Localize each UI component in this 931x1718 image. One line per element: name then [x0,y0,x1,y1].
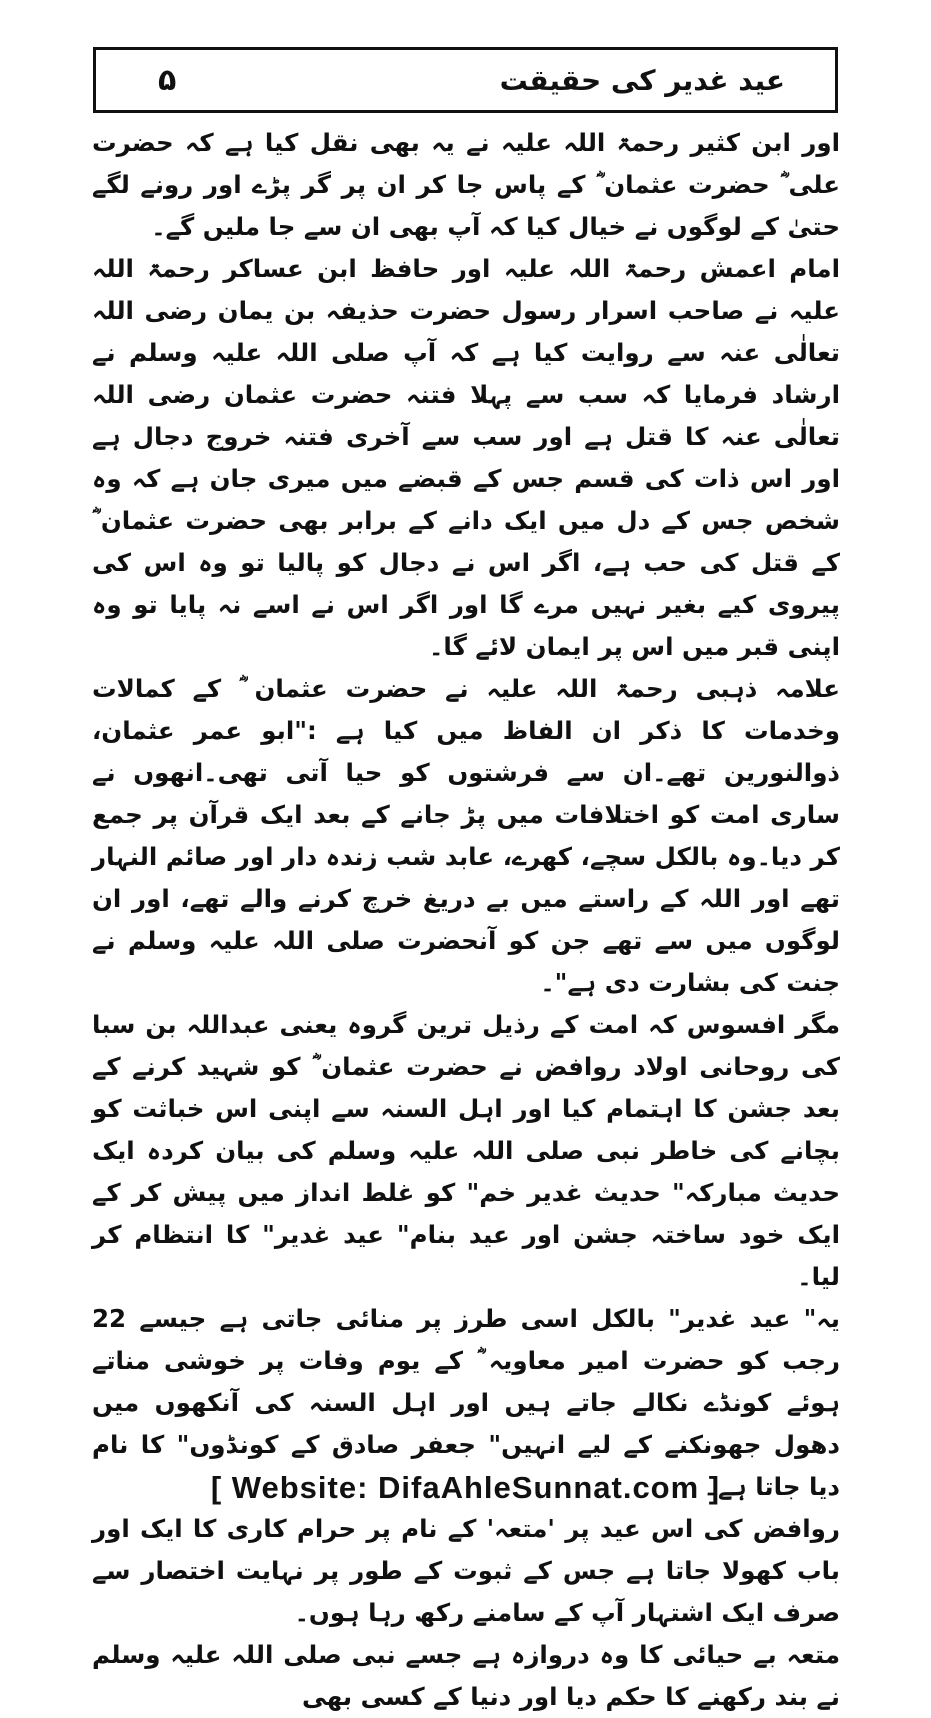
paragraph-6: روافض کی اس عید پر 'متعہ' کے نام پر حرام کاری کا ایک اور باب کھولا جاتا ہے جس کے ثبوت کے طور پر نہایت اختصار سے صرف ایک اشتہار آپ کے سامنے رکھ رہا ہوں۔ [92,1514,840,1627]
paragraph-7: متعہ بے حیائی کا وہ دروازہ ہے جسے نبی صلی اللہ علیہ وسلم نے بند رکھنے کا حکم دیا اور دنیا کے کسی بھی [92,1640,840,1711]
paragraph-1: اور ابن کثیر رحمۃ اللہ علیہ نے یہ بھی نقل کیا ہے کہ حضرت علی ؓ حضرت عثمان ؓ کے پاس جا کر ان پر گر پڑے اور رونے لگے حتیٰ کے لوگوں نے خیال کیا کہ آپ بھی ان سے جا ملیں گے۔ [92,128,840,241]
book-title: عید غدیر کی حقیقت [499,63,785,97]
paragraph-4: مگر افسوس کہ امت کے رذیل ترین گروہ یعنی عبداللہ بن سبا کی روحانی اولاد روافض نے حضرت عثمان ؓ کو شہید کرنے کے بعد جشن کا اہتمام کیا اور اہل السنہ سے اپنی اس خباثت کو بچانے کی خاطر نبی صلی اللہ علیہ وسلم کی بیان کردہ ایک حدیث مبارکہ" حدیث غدیر خم" کو غلط انداز میں پیش کر کے ایک خود ساختہ جشن اور عید بنام" عید غدیر" کا انتظام کر لیا۔ [92,1010,840,1291]
paragraph-3: علامہ ذہبی رحمۃ اللہ علیہ نے حضرت عثمان ؓ کے کمالات وخدمات کا ذکر ان الفاظ میں کیا ہے :"ابو عمر عثمان، ذوالنورین تھے۔ان سے فرشتوں کو حیا آتی تھی۔انھوں نے ساری امت کو اختلافات میں پڑ جانے کے بعد ایک قرآن پر جمع کر دیا۔وہ بالکل سچے، کھرے، عابد شب زندہ دار اور صائم النہار تھے اور اللہ کے راستے میں بے دریغ خرچ کرنے والے تھے، اور ان لوگوں میں سے تھے جن کو آنحضرت صلی اللہ علیہ وسلم نے جنت کی بشارت دی ہے"۔ [92,674,840,997]
page-number: ۵ [158,62,177,98]
paragraph-2: امام اعمش رحمۃ اللہ علیہ اور حافظ ابن عساکر رحمۃ اللہ علیہ نے صاحب اسرار رسول حضرت حذیفہ بن یمان رضی اللہ تعالٰی عنہ سے روایت کیا ہے کہ آپ صلی اللہ علیہ وسلم نے ارشاد فرمایا کہ سب سے پہلا فتنہ حضرت عثمان رضی اللہ تعالٰی عنہ کا قتل ہے اور سب سے آخری فتنہ خروج دجال ہے اور اس ذات کی قسم جس کے قبضے میں میری جان ہے کہ وہ شخص جس کے دل میں ایک دانے کے برابر بھی حضرت عثمان ؓ کے قتل کی حب ہے، اگر اس نے دجال کو پالیا تو وہ اس کی پیروی کیے بغیر نہیں مرے گا اور اگر اس نے اسے نہ پایا تو وہ اپنی قبر میں اس پر ایمان لائے گا۔ [92,254,840,661]
website-footer: [ Website: DifaAhleSunnat.com ] [210,1470,721,1505]
page-header [93,47,838,113]
paragraph-5: یہ" عید غدیر" بالکل اسی طرز پر منائی جاتی ہے جیسے 22 رجب کو حضرت امیر معاویہ ؓ کے یوم وفات پر خوشی مناتے ہوئے کونڈے نکالے جاتے ہیں اور اہل السنہ کی آنکھوں میں دھول جھونکنے کے لیے انہیں" جعفر صادق کے کونڈوں" کا نام دیا جاتا ہے۔ [92,1304,840,1501]
